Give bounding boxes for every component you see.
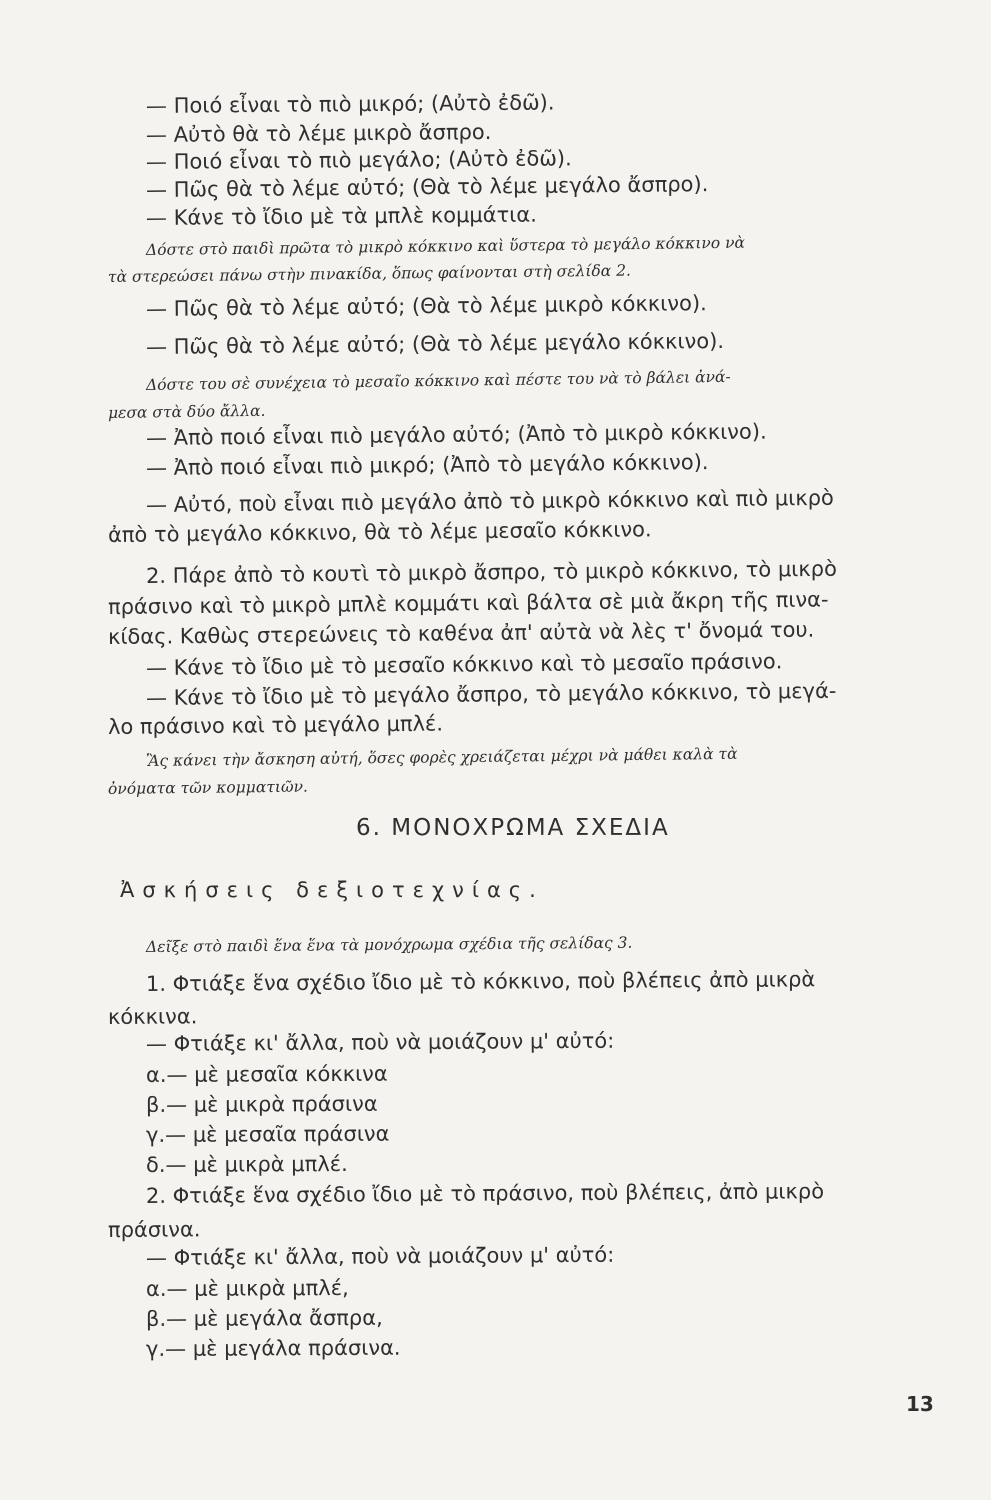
text-line: 1. Φτιάξε ἕνα σχέδιο ἴδιο μὲ τὸ κόκκινο, ποὺ βλέπεις ἀπὸ μικρὰ xyxy=(145,967,816,996)
text-line: κίδας. Καθὼς στερεώνεις τὸ καθένα ἀπ' αὐτὰ νὰ λὲς τ' ὄνομά του. xyxy=(107,617,815,649)
list-item: γ.— μὲ μεσαῖα πράσινα xyxy=(145,1121,390,1147)
section-heading: 6. ΜΟΝΟΧΡΩΜΑ ΣΧΕΔΙΑ xyxy=(356,815,670,841)
text-line: — Φτιάξε κι' ἄλλα, ποὺ νὰ μοιάζουν μ' αὐτό: xyxy=(145,1242,615,1270)
text-line: — Κάνε τὸ ἴδιο μὲ τὸ μεσαῖο κόκκινο καὶ τὸ μεσαῖο πράσινο. xyxy=(145,649,783,680)
text-line: — Κάνε τὸ ἴδιο μὲ τὸ μεγάλο ἄσπρο, τὸ μεγάλο κόκκινο, τὸ μεγά- xyxy=(145,678,837,710)
text-line: 2. Πάρε ἀπὸ τὸ κουτὶ τὸ μικρὸ ἄσπρο, τὸ μικρὸ κόκκινο, τὸ μικρὸ xyxy=(145,556,838,588)
text-line: — Πῶς θὰ τὸ λέμε αὐτό; (Θὰ τὸ λέμε μεγάλο ἄσπρο). xyxy=(145,172,709,202)
list-item: γ.— μὲ μεγάλα πράσινα. xyxy=(145,1335,401,1361)
text-line: — Αὐτό, ποὺ εἶναι πιὸ μεγάλο ἀπὸ τὸ μικρὸ κόκκινο καὶ πιὸ μικρὸ xyxy=(145,485,834,517)
text-line: — Ποιό εἶναι τὸ πιὸ μικρό; (Αὐτὸ ἐδῶ). xyxy=(145,90,555,118)
note-line: Δόστε στὸ παιδὶ πρῶτα τὸ μικρὸ κόκκινο καὶ ὕστερα τὸ μεγάλο κόκκινο νὰ xyxy=(145,233,746,259)
text-line: — Ἀπὸ ποιό εἶναι πιὸ μεγάλο αὐτό; (Ἀπὸ τὸ μικρὸ κόκκινο). xyxy=(145,419,767,450)
note-line: μεσα στὰ δύο ἄλλα. xyxy=(107,401,266,422)
text-line: ἀπὸ τὸ μεγάλο κόκκινο, θὰ τὸ λέμε μεσαῖο κόκκινο. xyxy=(107,517,652,547)
text-line: — Ποιό εἶναι τὸ πιὸ μεγάλο; (Αὐτὸ ἐδῶ). xyxy=(145,146,572,174)
text-line: — Αὐτὸ θὰ τὸ λέμε μικρὸ ἄσπρο. xyxy=(145,119,492,147)
text-line: κόκκινα. xyxy=(107,1004,198,1029)
text-line: 2. Φτιάξε ἕνα σχέδιο ἴδιο μὲ τὸ πράσινο, ποὺ βλέπεις, ἀπὸ μικρὸ xyxy=(145,1179,825,1208)
text-line: πράσινο καὶ τὸ μικρὸ μπλὲ κομμάτι καὶ βάλτα σὲ μιὰ ἄκρη τῆς πινα- xyxy=(107,587,829,619)
text-line: — Πῶς θὰ τὸ λέμε αὐτό; (Θὰ τὸ λέμε μεγάλο κόκκινο). xyxy=(145,328,725,359)
text-line: λο πράσινο καὶ τὸ μεγάλο μπλέ. xyxy=(107,711,444,739)
list-item: δ.— μὲ μικρὰ μπλέ. xyxy=(145,1151,348,1177)
text-line: πράσινα. xyxy=(107,1217,201,1242)
text-line: — Πῶς θὰ τὸ λέμε αὐτό; (Θὰ τὸ λέμε μικρὸ κόκκινο). xyxy=(145,291,707,321)
note-line: ὀνόματα τῶν κομματιῶν. xyxy=(107,777,309,798)
list-item: α.— μὲ μικρὰ μπλέ, xyxy=(145,1275,349,1301)
page-number: 13 xyxy=(906,1392,934,1416)
list-item: β.— μὲ μικρὰ πράσινα xyxy=(145,1091,378,1117)
note-line: Ἂς κάνει τὴν ἄσκηση αὐτή, ὅσες φορὲς χρειάζεται μέχρι νὰ μάθει καλὰ τὰ xyxy=(145,744,738,770)
note-line: Δόστε του σὲ συνέχεια τὸ μεσαῖο κόκκινο καὶ πέστε του νὰ τὸ βάλει ἀνά- xyxy=(145,367,731,394)
text-line: — Φτιάξε κι' ἄλλα, ποὺ νὰ μοιάζουν μ' αὐτό: xyxy=(145,1028,615,1056)
text-line: — Ἀπὸ ποιό εἶναι πιὸ μικρό; (Ἀπὸ τὸ μεγάλο κόκκινο). xyxy=(145,450,709,480)
note-line: τὰ στερεώσει πάνω στὴν πινακίδα, ὅπως φαίνονται στὴ σελίδα 2. xyxy=(107,261,632,286)
section-subheading: Ἀσκήσεις δεξιοτεχνίας. xyxy=(120,878,544,902)
list-item: β.— μὲ μεγάλα ἄσπρα, xyxy=(145,1305,383,1331)
text-line: — Κάνε τὸ ἴδιο μὲ τὰ μπλὲ κομμάτια. xyxy=(145,202,537,230)
note-line: Δεῖξε στὸ παιδὶ ἕνα ἕνα τὰ μονόχρωμα σχέδια τῆς σελίδας 3. xyxy=(145,933,633,956)
list-item: α.— μὲ μεσαῖα κόκκινα xyxy=(145,1061,388,1087)
